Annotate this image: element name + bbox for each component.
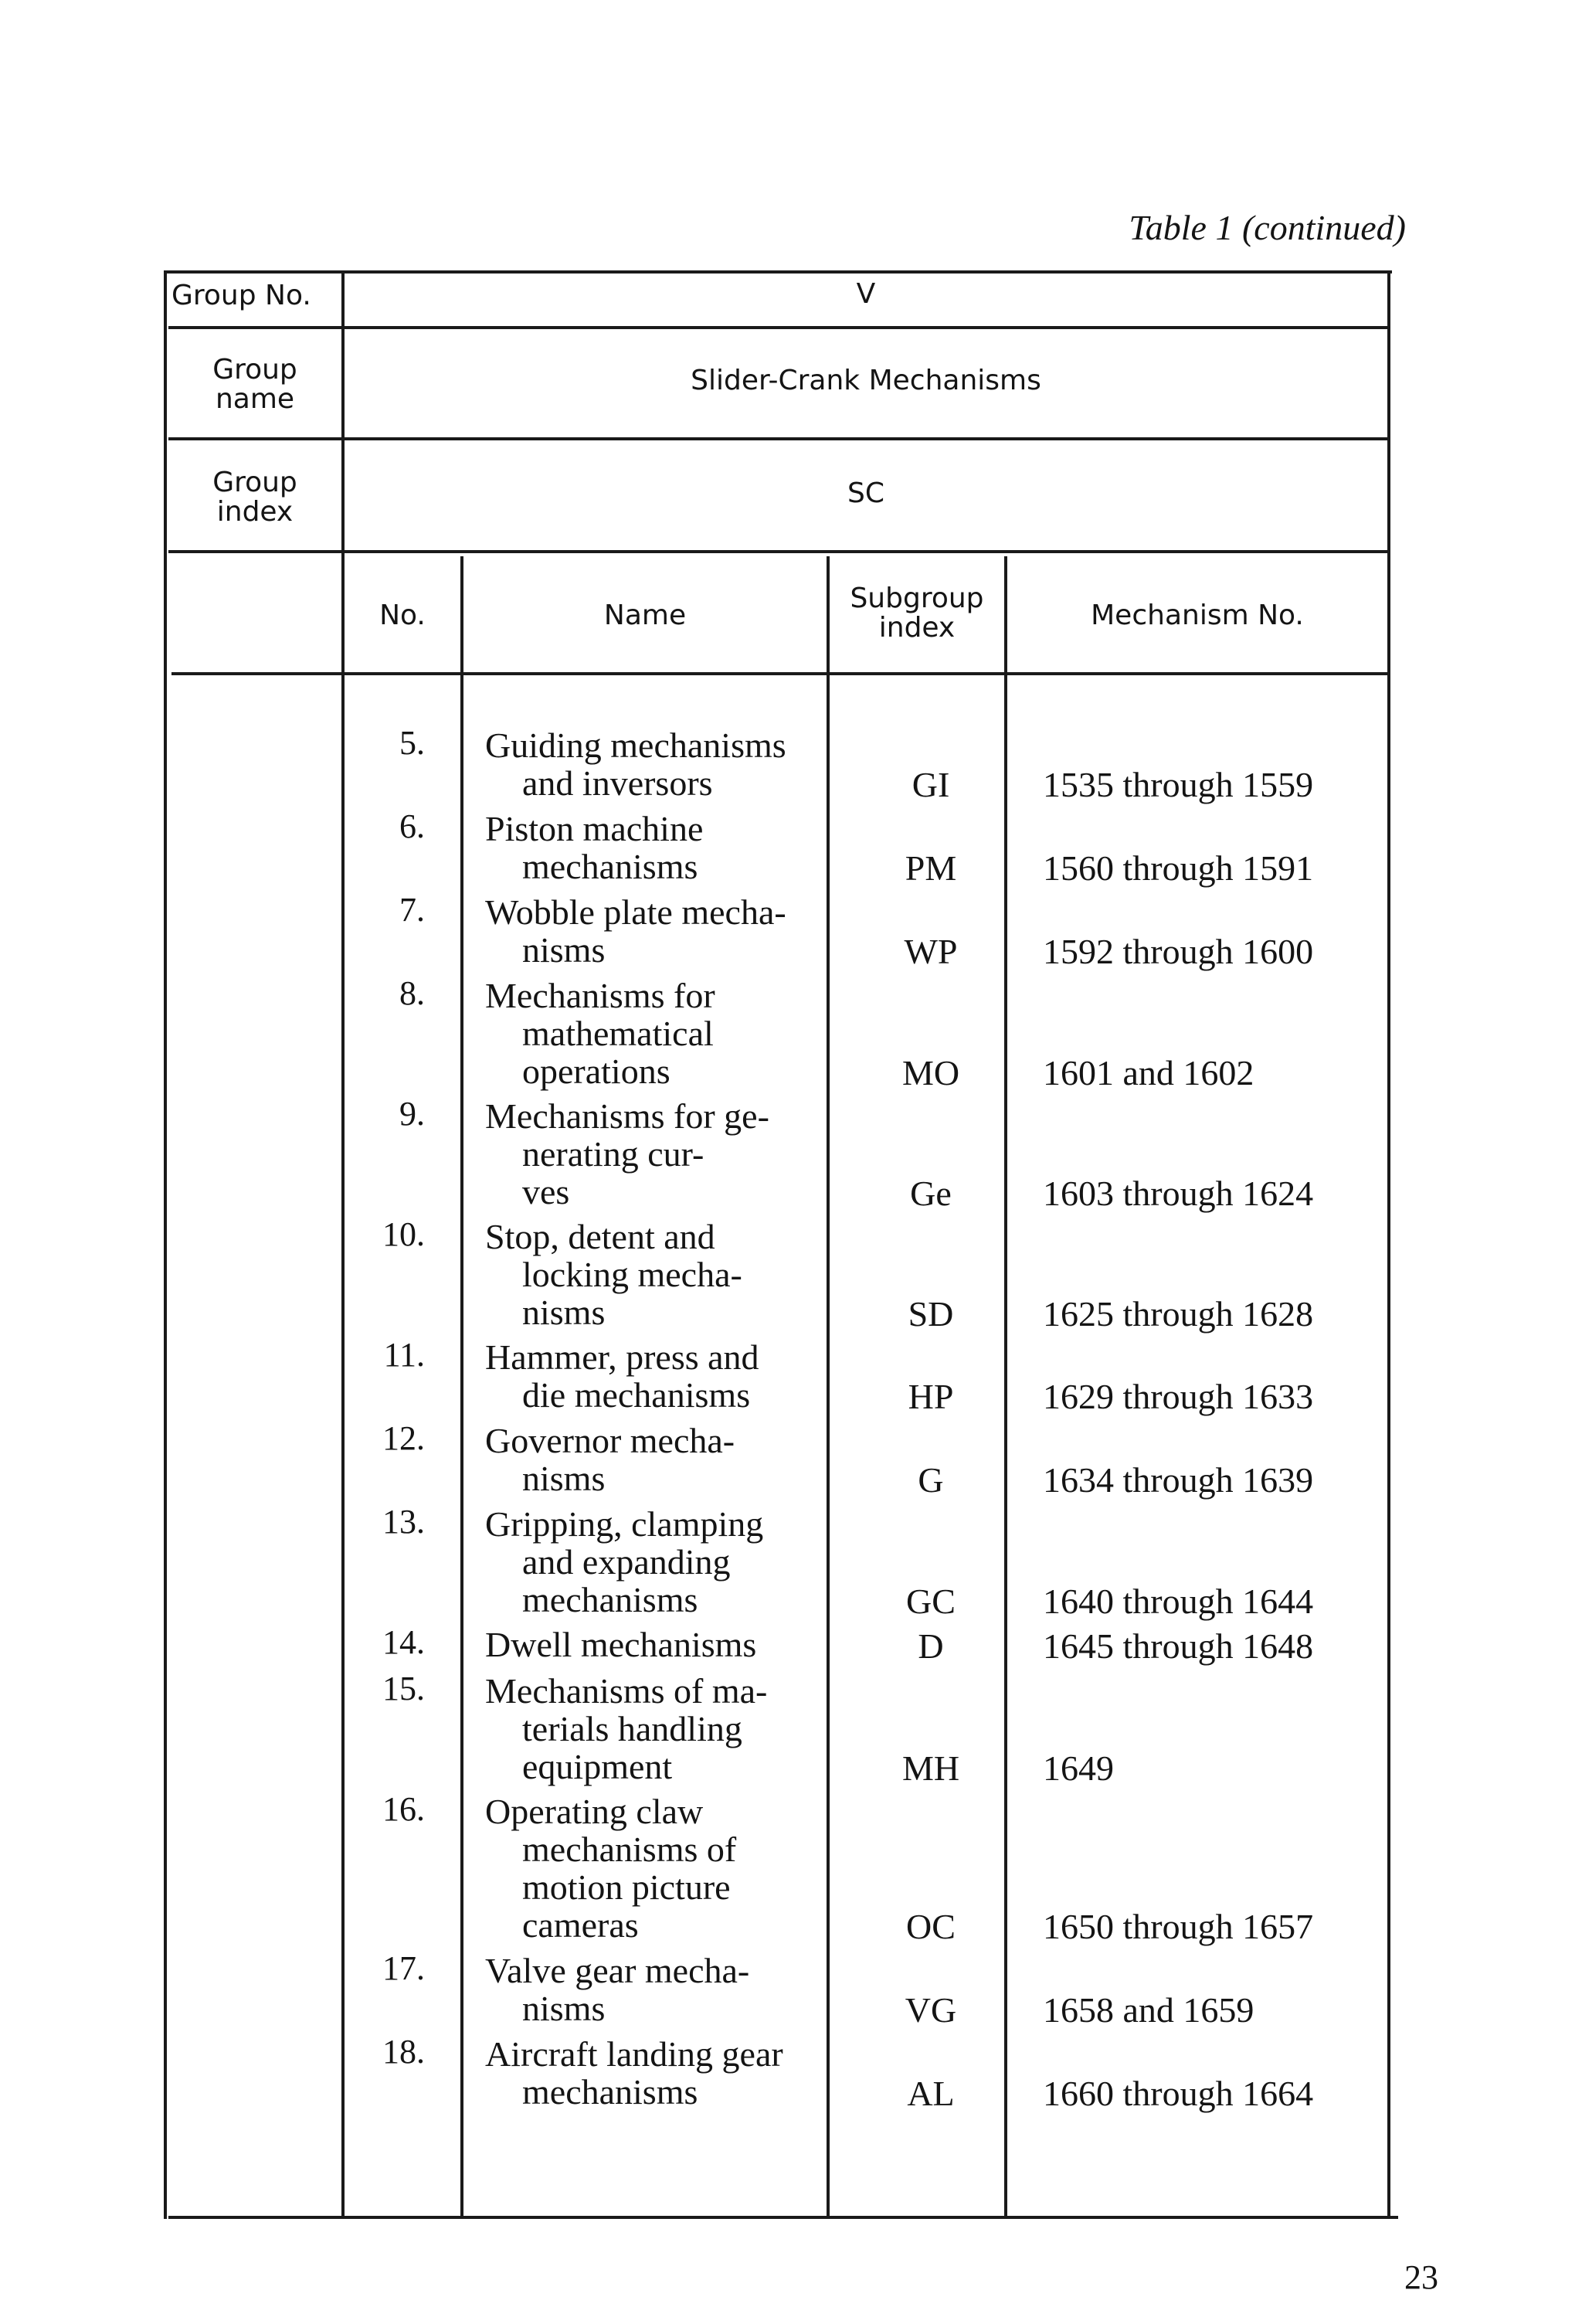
row-mechanism-numbers: 1601 and 1602 [1043, 1053, 1254, 1092]
row-name [485, 1672, 825, 1785]
column-header-no: No. [379, 600, 426, 631]
row-number: 10. [382, 1215, 425, 1253]
row-number: 9. [399, 1095, 425, 1133]
column-header-mechanism-no: Mechanism No. [1091, 600, 1304, 631]
row-mechanism-numbers: 1592 through 1600 [1043, 932, 1314, 971]
group-index-value: SC [847, 477, 884, 509]
row-subgroup-index: SD [908, 1294, 954, 1334]
row-name-line: Guiding mechanisms [485, 725, 786, 765]
row-number: 8. [399, 974, 425, 1012]
row-mechanism-numbers: 1658 and 1659 [1043, 1990, 1254, 2030]
page-number: 23 [1404, 2258, 1438, 2296]
row-name-line: and inversors [522, 763, 713, 803]
row-mechanism-numbers: 1650 through 1657 [1043, 1907, 1314, 1946]
group-no-label: Group No. [171, 280, 311, 311]
row-name [485, 1097, 825, 1211]
row-subgroup-index: MH [901, 1748, 960, 1788]
row-name-line: mechanisms [522, 1580, 698, 1619]
row-name-line: mathematical [522, 1014, 714, 1053]
row-subgroup-index: MO [901, 1053, 960, 1092]
row-mechanism-numbers: 1603 through 1624 [1043, 1174, 1314, 1213]
row-mechanism-numbers: 1625 through 1628 [1043, 1294, 1314, 1334]
row-name-line: nisms [522, 1989, 606, 2028]
group-no-value: V [856, 278, 876, 310]
row-name [485, 1338, 825, 1414]
row-name-line: die mechanisms [522, 1375, 751, 1415]
row-name-line: equipment [522, 1747, 673, 1786]
row-name-line: Hammer, press and [485, 1337, 759, 1377]
row-name-line: nisms [522, 930, 606, 970]
row-name-line: Gripping, clamping [485, 1504, 764, 1544]
row-name-line: Operating claw [485, 1792, 704, 1831]
row-mechanism-numbers: 1560 through 1591 [1043, 848, 1314, 888]
row-number: 13. [382, 1503, 425, 1541]
row-name [485, 1505, 825, 1619]
row-name-line: mechanisms of [522, 1830, 737, 1869]
row-name-line: Mechanisms of ma- [485, 1671, 768, 1711]
row-name-line: ves [522, 1172, 570, 1211]
group-name-value: Slider-Crank Mechanisms [691, 365, 1041, 396]
row-mechanism-numbers: 1629 through 1633 [1043, 1377, 1314, 1416]
row-number: 11. [383, 1336, 425, 1374]
table-caption: Table 1 (continued) [1129, 208, 1406, 247]
row-subgroup-index: VG [905, 1990, 957, 2030]
row-name-line: Aircraft landing gear [485, 2034, 783, 2074]
row-number: 14. [382, 1623, 425, 1661]
row-name-line: Piston machine [485, 809, 704, 848]
row-name-line: terials handling [522, 1709, 742, 1748]
row-name [485, 1218, 825, 1331]
row-name [485, 2035, 825, 2111]
row-number: 18. [382, 2033, 425, 2071]
row-name-line: nisms [522, 1459, 606, 1498]
row-number: 12. [382, 1419, 425, 1457]
row-subgroup-index: AL [907, 2074, 955, 2113]
row-subgroup-index: HP [908, 1377, 954, 1416]
row-name-line: cameras [522, 1905, 639, 1945]
row-name-line: operations [522, 1052, 670, 1091]
row-subgroup-index: G [918, 1460, 944, 1500]
row-mechanism-numbers: 1649 [1043, 1748, 1114, 1788]
group-name-label: Group name [212, 354, 297, 415]
row-subgroup-index: OC [906, 1907, 956, 1946]
row-name-line: mechanisms [522, 847, 698, 886]
row-name-line: Wobble plate mecha- [485, 892, 786, 932]
row-name-line: motion picture [522, 1867, 731, 1907]
row-name-line: Mechanisms for ge- [485, 1096, 769, 1136]
row-name-line: Stop, detent and [485, 1217, 715, 1256]
row-subgroup-index: Ge [910, 1174, 952, 1213]
row-name-line: and expanding [522, 1542, 731, 1582]
row-mechanism-numbers: 1645 through 1648 [1043, 1626, 1314, 1666]
row-number: 15. [382, 1670, 425, 1707]
row-name-line: Valve gear mecha- [485, 1951, 750, 1990]
row-name-line: Governor mecha- [485, 1421, 735, 1460]
row-name-line: nisms [522, 1293, 606, 1332]
group-index-label: Group index [212, 467, 297, 528]
row-name [485, 893, 825, 969]
row-mechanism-numbers: 1535 through 1559 [1043, 765, 1314, 804]
row-subgroup-index: GC [906, 1582, 956, 1621]
column-header-name: Name [603, 600, 687, 631]
row-name [485, 810, 825, 885]
row-name-line: Dwell mechanisms [485, 1625, 757, 1664]
row-name [485, 1422, 825, 1497]
row-number: 16. [382, 1790, 425, 1828]
column-header-subgroup-index: Subgroup index [850, 583, 984, 644]
row-mechanism-numbers: 1640 through 1644 [1043, 1582, 1314, 1621]
row-mechanism-numbers: 1634 through 1639 [1043, 1460, 1314, 1500]
row-subgroup-index: GI [912, 765, 950, 804]
row-subgroup-index: WP [904, 932, 958, 971]
row-number: 7. [399, 891, 425, 929]
row-mechanism-numbers: 1660 through 1664 [1043, 2074, 1314, 2113]
row-number: 17. [382, 1949, 425, 1987]
row-name [485, 1626, 825, 1663]
row-name-line: mechanisms [522, 2072, 698, 2112]
row-name [485, 1952, 825, 2027]
row-name-line: nerating cur- [522, 1134, 704, 1174]
row-name [485, 977, 825, 1090]
row-number: 5. [399, 724, 425, 762]
row-name [485, 1792, 825, 1944]
row-number: 6. [399, 807, 425, 845]
row-subgroup-index: D [918, 1626, 944, 1666]
row-name-line: locking mecha- [522, 1255, 742, 1294]
row-name-line: Mechanisms for [485, 976, 715, 1015]
row-subgroup-index: PM [905, 848, 957, 888]
row-name [485, 726, 825, 802]
